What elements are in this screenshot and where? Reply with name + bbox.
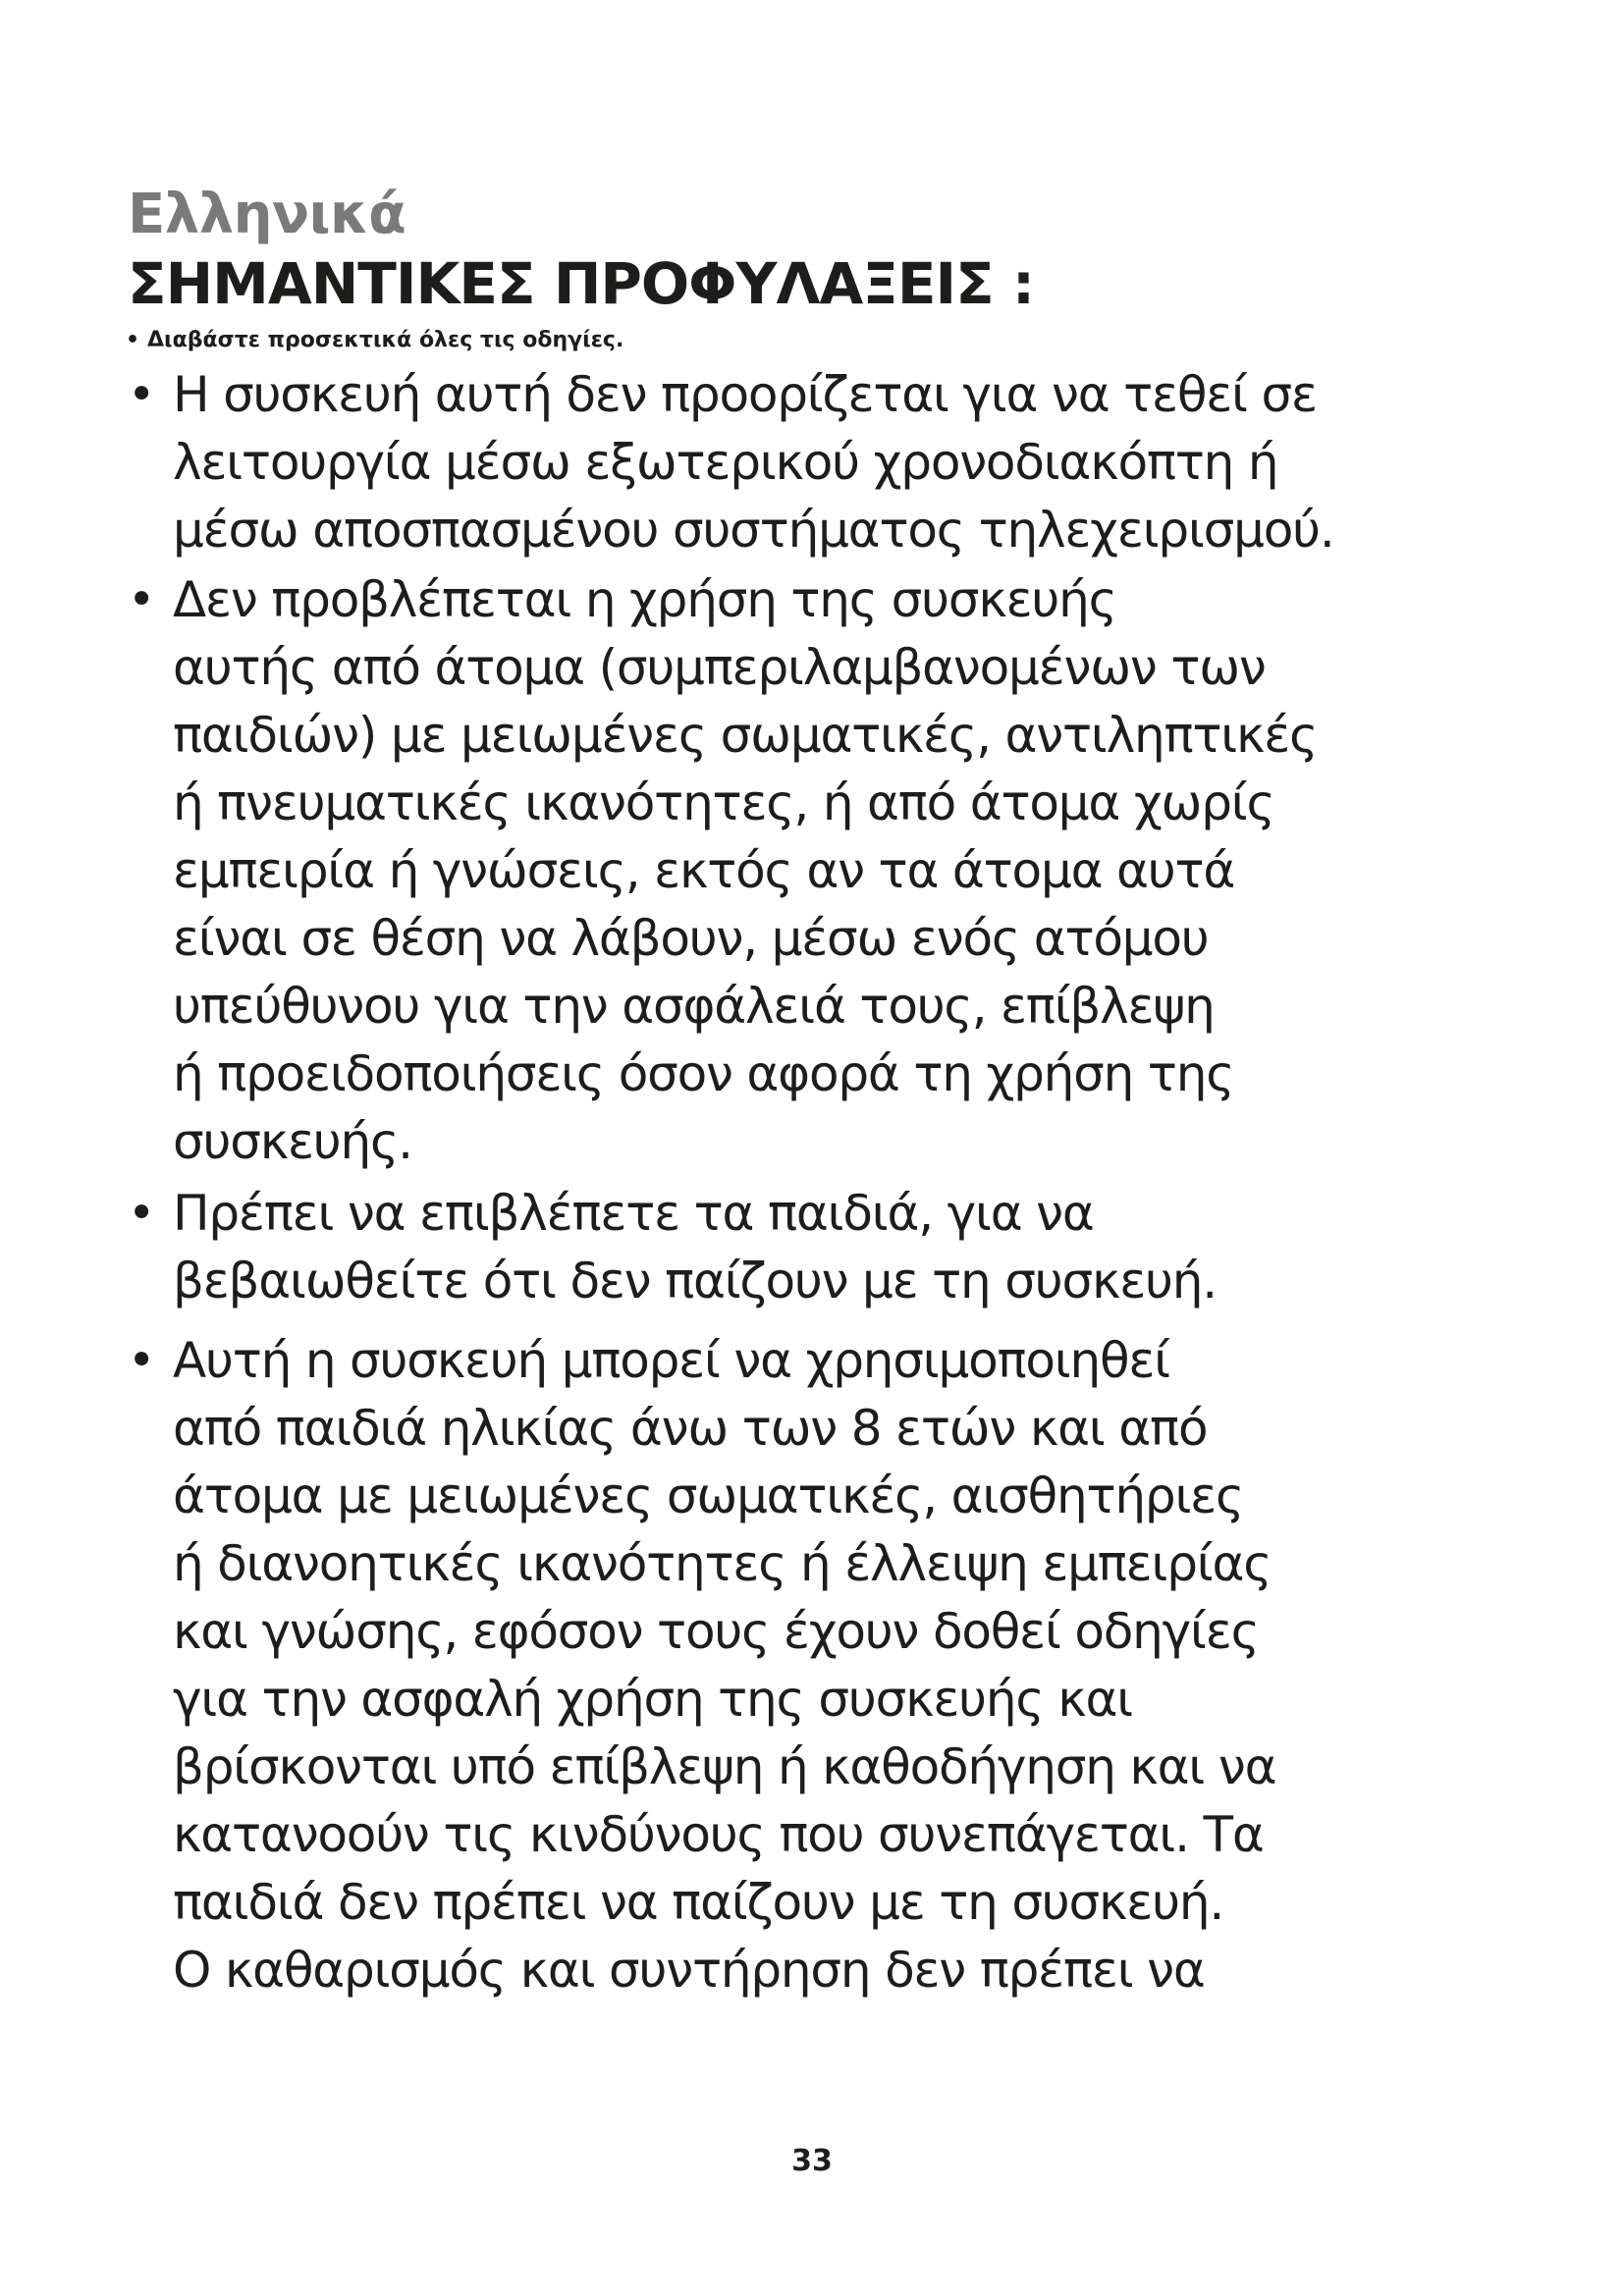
intro-bullet: • — [126, 328, 140, 352]
item-line: αυτής από άτομα (συμπεριλαμβανομένων των — [173, 639, 1266, 696]
item-line: Αυτή η συσκευή μπορεί να χρησιμοποιηθεί — [173, 1332, 1169, 1389]
page-number: 33 — [791, 2144, 833, 2178]
item-line: για την ασφαλή χρήση της συσκευής και — [173, 1671, 1132, 1728]
item-line: βεβαιωθείτε ότι δεν παίζουν με τη συσκευή. — [173, 1253, 1217, 1309]
list-bullet: • — [128, 367, 156, 422]
item-line: βρίσκονται υπό επίβλεψη ή καθοδήγηση και να — [173, 1738, 1276, 1795]
item-line: παιδιών) με μειωμένες σωματικές, αντιληπτικές — [173, 707, 1318, 764]
item-line: Πρέπει να επιβλέπετε τα παιδιά, για να — [173, 1185, 1094, 1242]
item-line: ή πνευματικές ικανότητες, ή από άτομα χωρίς — [173, 774, 1274, 831]
item-line: υπεύθυνου για την ασφάλειά τους, επίβλεψη — [173, 978, 1215, 1035]
item-line: Δεν προβλέπεται η χρήση της συσκευής — [173, 571, 1116, 628]
list-bullet: • — [128, 1186, 156, 1241]
item-line: άτομα με μειωμένες σωματικές, αισθητήριες — [173, 1468, 1244, 1524]
item-line: ή διανοητικές ικανότητες ή έλλειψη εμπειρίας — [173, 1535, 1272, 1592]
precautions-list — [126, 361, 1500, 2004]
item-line: λειτουργία μέσω εξωτερικού χρονοδιακόπτη ή — [173, 434, 1278, 491]
list-bullet: • — [128, 1333, 156, 1388]
section-heading: ΣΗΜΑΝΤΙΚΕΣ ΠΡΟΦΥΛΑΞΕΙΣ : — [128, 250, 1035, 317]
item-line: ή προειδοποιήσεις όσον αφορά τη χρήση της — [173, 1045, 1234, 1102]
list-item — [126, 1180, 1500, 1315]
item-line: Ο καθαρισμός και συντήρηση δεν πρέπει να — [173, 1942, 1205, 1999]
intro-text: Διαβάστε προσεκτικά όλες τις οδηγίες. — [147, 328, 624, 352]
item-line: από παιδιά ηλικίας άνω των 8 ετών και από — [173, 1400, 1208, 1457]
item-line: είναι σε θέση να λάβουν, μέσω ενός ατόμου — [173, 910, 1209, 967]
item-line: Η συσκευή αυτή δεν προορίζεται για να τεθεί σε — [173, 366, 1317, 423]
language-label: Ελληνικά — [128, 183, 406, 246]
list-item — [126, 566, 1500, 1176]
list-item — [126, 1327, 1500, 2004]
item-line: συσκευής. — [173, 1113, 412, 1170]
item-line: παιδιά δεν πρέπει να παίζουν με τη συσκευή. — [173, 1874, 1224, 1931]
list-bullet: • — [128, 572, 156, 627]
list-item — [126, 361, 1500, 564]
intro-note — [126, 324, 623, 357]
item-line: κατανοούν τις κινδύνους που συνεπάγεται. Τα — [173, 1806, 1264, 1863]
item-line: και γνώσης, εφόσον τους έχουν δοθεί οδηγίες — [173, 1603, 1259, 1660]
item-line: μέσω αποσπασμένου συστήματος τηλεχειρισμού. — [173, 502, 1334, 559]
item-line: εμπειρία ή γνώσεις, εκτός αν τα άτομα αυτά — [173, 842, 1235, 899]
